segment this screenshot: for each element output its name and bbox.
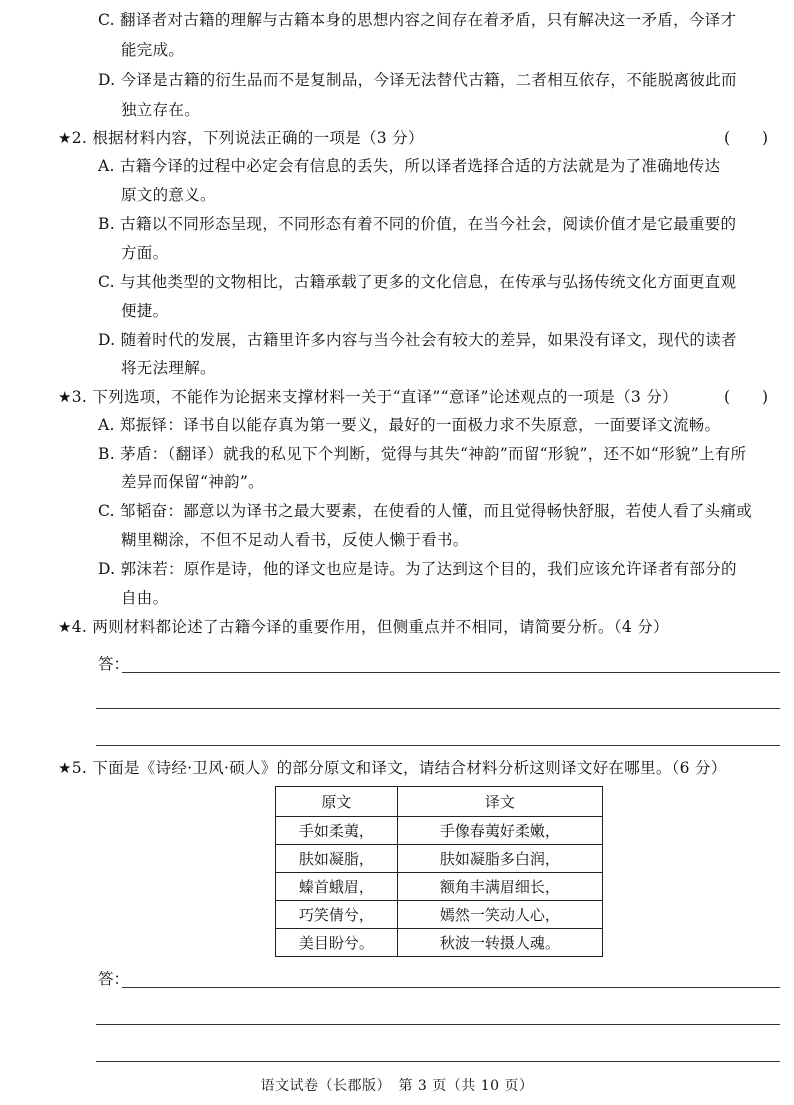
q2-option-c-line1: C. 与其他类型的文物相比，古籍承载了更多的文化信息，在传承与弘扬传统文化方面更直观 xyxy=(98,273,737,291)
cell-original: 肤如凝脂， xyxy=(276,845,398,873)
page-footer: 语文试卷（长郡版） 第 3 页（共 10 页） xyxy=(260,1078,534,1094)
q5-stem-text: 5. 下面是《诗经·卫风·硕人》的部分原文和译文，请结合材料分析这则译文好在哪里。（6 分） xyxy=(71,759,727,777)
header-translation: 译文 xyxy=(397,787,602,817)
table-header-row xyxy=(276,787,603,817)
q3-option-d-line2: 自由。 xyxy=(121,589,169,607)
q4-answer-line-1[interactable] xyxy=(122,672,780,673)
q1-option-c-line2: 能完成。 xyxy=(121,41,185,59)
cell-translation: 额角丰满眉细长， xyxy=(397,873,602,901)
table-row xyxy=(276,817,603,845)
cell-translation: 嫣然一笑动人心， xyxy=(397,901,602,929)
star-icon: ★ xyxy=(58,129,72,147)
q3-option-b-line1: B. 茅盾：（翻译）就我的私见下个判断，觉得与其失“神韵”而留“形貌”，还不如“形貌”上有所 xyxy=(98,445,747,463)
q2-stem xyxy=(58,128,424,148)
q5-stem xyxy=(58,758,727,778)
header-original: 原文 xyxy=(276,787,398,817)
cell-original: 螓首蛾眉， xyxy=(276,873,398,901)
poem-translation-table xyxy=(275,786,603,957)
cell-original: 美目盼兮。 xyxy=(276,929,398,957)
q5-answer-line-3[interactable] xyxy=(96,1061,780,1062)
cell-original: 巧笑倩兮， xyxy=(276,901,398,929)
q2-option-d-line1: D. 随着时代的发展，古籍里许多内容与当今社会有较大的差异，如果没有译文，现代的读者 xyxy=(98,331,737,349)
q2-option-d-line2: 将无法理解。 xyxy=(121,359,216,377)
table-row xyxy=(276,873,603,901)
q4-answer-label: 答： xyxy=(98,655,130,673)
q3-option-a-line1: A. 郑振铎：译书自以能存真为第一要义，最好的一面极力求不失原意，一面要译文流畅。 xyxy=(98,416,721,434)
cell-translation: 手像春荑好柔嫩， xyxy=(397,817,602,845)
q4-stem-text: 4. 两则材料都论述了古籍今译的重要作用，但侧重点并不相同，请简要分析。（4 分） xyxy=(71,618,669,636)
q3-stem xyxy=(58,387,678,407)
q3-option-c-line2: 糊里糊涂，不但不足动人看书，反使人懒于看书。 xyxy=(121,531,469,549)
q1-option-d-line2: 独立存在。 xyxy=(121,101,201,119)
cell-translation: 秋波一转摄人魂。 xyxy=(397,929,602,957)
q4-stem xyxy=(58,617,669,637)
q2-option-b-line2: 方面。 xyxy=(121,244,169,262)
q2-stem-text: 2. 根据材料内容，下列说法正确的一项是（3 分） xyxy=(71,129,424,147)
star-icon: ★ xyxy=(58,759,72,777)
q3-answer-paren: ( ) xyxy=(724,388,769,406)
cell-original: 手如柔荑， xyxy=(276,817,398,845)
q4-answer-line-3[interactable] xyxy=(96,745,780,746)
q2-option-a-line1: A. 古籍今译的过程中必定会有信息的丢失，所以译者选择合适的方法就是为了准确地传达 xyxy=(98,157,721,175)
q3-option-d-line1: D. 郭沫若：原作是诗，他的译文也应是诗。为了达到这个目的，我们应该允许译者有部分的 xyxy=(98,560,737,578)
q2-answer-paren: ( ) xyxy=(724,129,769,147)
q5-answer-line-2[interactable] xyxy=(96,1024,780,1025)
star-icon: ★ xyxy=(58,618,72,636)
table-row xyxy=(276,929,603,957)
q3-stem-text: 3. 下列选项，不能作为论据来支撑材料一关于“直译”“意译”论述观点的一项是（3 分） xyxy=(71,388,678,406)
cell-translation: 肤如凝脂多白润， xyxy=(397,845,602,873)
table-row xyxy=(276,901,603,929)
q2-option-a-line2: 原文的意义。 xyxy=(121,186,216,204)
q1-option-d-line1: D. 今译是古籍的衍生品而不是复制品，今译无法替代古籍，二者相互依存，不能脱离彼此而 xyxy=(98,71,737,89)
q3-option-b-line2: 差异而保留“神韵”。 xyxy=(121,473,264,491)
q2-option-c-line2: 便捷。 xyxy=(121,302,169,320)
q4-answer-line-2[interactable] xyxy=(96,708,780,709)
q3-option-c-line1: C. 邹韬奋：鄙意以为译书之最大要素，在使看的人懂，而且觉得畅快舒服，若使人看了头痛或 xyxy=(98,502,753,520)
q1-option-c-line1: C. 翻译者对古籍的理解与古籍本身的思想内容之间存在着矛盾，只有解决这一矛盾，今译才 xyxy=(98,11,737,29)
q5-answer-line-1[interactable] xyxy=(122,987,780,988)
star-icon: ★ xyxy=(58,388,72,406)
q5-answer-label: 答： xyxy=(98,970,130,988)
q2-option-b-line1: B. 古籍以不同形态呈现，不同形态有着不同的价值，在当今社会，阅读价值才是它最重要的 xyxy=(98,215,737,233)
table-row xyxy=(276,845,603,873)
